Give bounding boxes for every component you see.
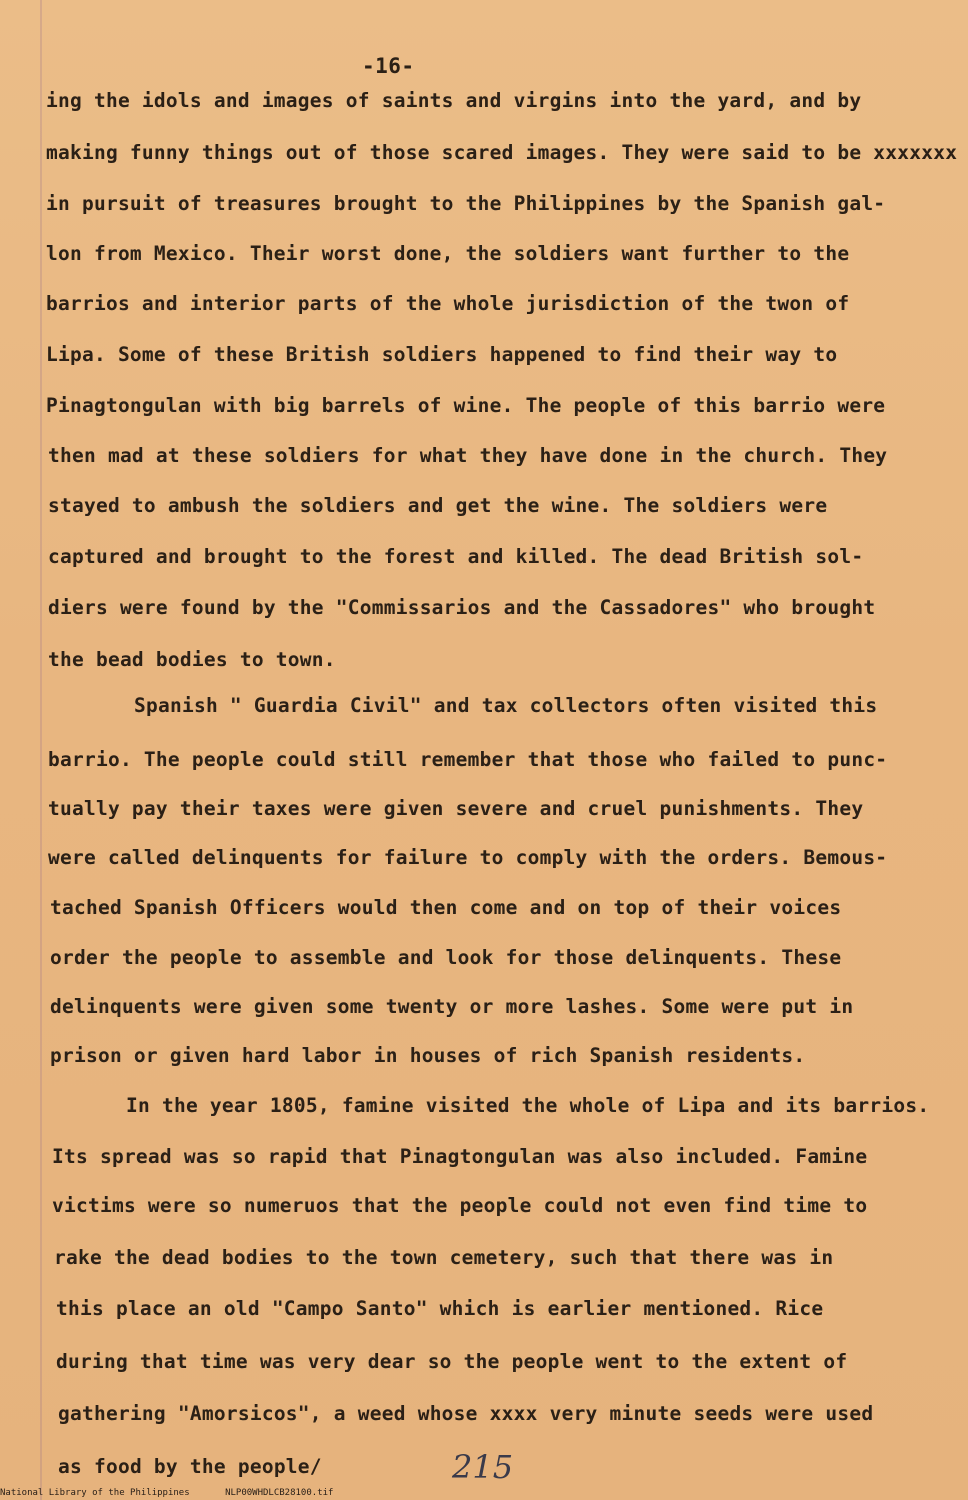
text-line-14: barrio. The people could still remember that those who failed to punc- bbox=[48, 748, 888, 771]
text-line-9: stayed to ambush the soldiers and get the wine. The soldiers were bbox=[48, 494, 828, 517]
text-line-23: victims were so numeruos that the people could not even find time to bbox=[52, 1194, 868, 1217]
text-line-13: Spanish " Guardia Civil" and tax collectors often visited this bbox=[134, 694, 878, 717]
text-line-19: delinquents were given some twenty or more lashes. Some were put in bbox=[50, 995, 854, 1018]
page-number: -16- bbox=[362, 54, 415, 78]
text-line-10: captured and brought to the forest and killed. The dead British sol- bbox=[48, 545, 864, 568]
text-line-17: tached Spanish Officers would then come and on top of their voices bbox=[50, 896, 842, 919]
footer-institution: National Library of the Philippines bbox=[0, 1488, 190, 1498]
text-line-26: during that time was very dear so the people went to the extent of bbox=[56, 1350, 848, 1373]
text-line-24: rake the dead bodies to the town cemetery, such that there was in bbox=[54, 1246, 834, 1269]
text-line-27: gathering "Amorsicos", a weed whose xxxx very minute seeds were used bbox=[58, 1402, 874, 1425]
text-line-28: as food by the people/ bbox=[58, 1455, 322, 1478]
text-line-3: in pursuit of treasures brought to the Philippines by the Spanish gal- bbox=[46, 192, 886, 215]
text-line-8: then mad at these soldiers for what they have done in the church. They bbox=[48, 444, 888, 467]
handwritten-page-note: 215 bbox=[452, 1448, 514, 1486]
footer-file-id: NLP00WHDLCB28100.tif bbox=[225, 1488, 334, 1498]
text-line-4: lon from Mexico. Their worst done, the soldiers want further to the bbox=[46, 242, 850, 265]
text-line-20: prison or given hard labor in houses of rich Spanish residents. bbox=[50, 1044, 806, 1067]
text-line-15: tually pay their taxes were given severe and cruel punishments. They bbox=[48, 797, 864, 820]
text-line-1: ing the idols and images of saints and virgins into the yard, and by bbox=[46, 89, 862, 112]
text-line-16: were called delinquents for failure to comply with the orders. Bemous- bbox=[48, 846, 888, 869]
text-line-21: In the year 1805, famine visited the whole of Lipa and its barrios. bbox=[126, 1094, 930, 1117]
text-line-7: Pinagtongulan with big barrels of wine. The people of this barrio were bbox=[46, 394, 886, 417]
text-line-5: barrios and interior parts of the whole jurisdiction of the twon of bbox=[46, 292, 850, 315]
text-line-11: diers were found by the "Commissarios and the Cassadores" who brought bbox=[48, 596, 876, 619]
text-line-18: order the people to assemble and look for those delinquents. These bbox=[50, 946, 842, 969]
margin-line bbox=[40, 0, 42, 1500]
text-line-25: this place an old "Campo Santo" which is earlier mentioned. Rice bbox=[56, 1297, 824, 1320]
text-line-22: Its spread was so rapid that Pinagtongulan was also included. Famine bbox=[52, 1145, 868, 1168]
text-line-12: the bead bodies to town. bbox=[48, 648, 336, 671]
text-line-6: Lipa. Some of these British soldiers happened to find their way to bbox=[46, 343, 838, 366]
scan-footer bbox=[0, 1488, 363, 1498]
text-line-2: making funny things out of those scared images. They were said to be xxxxxxx bbox=[46, 141, 958, 164]
